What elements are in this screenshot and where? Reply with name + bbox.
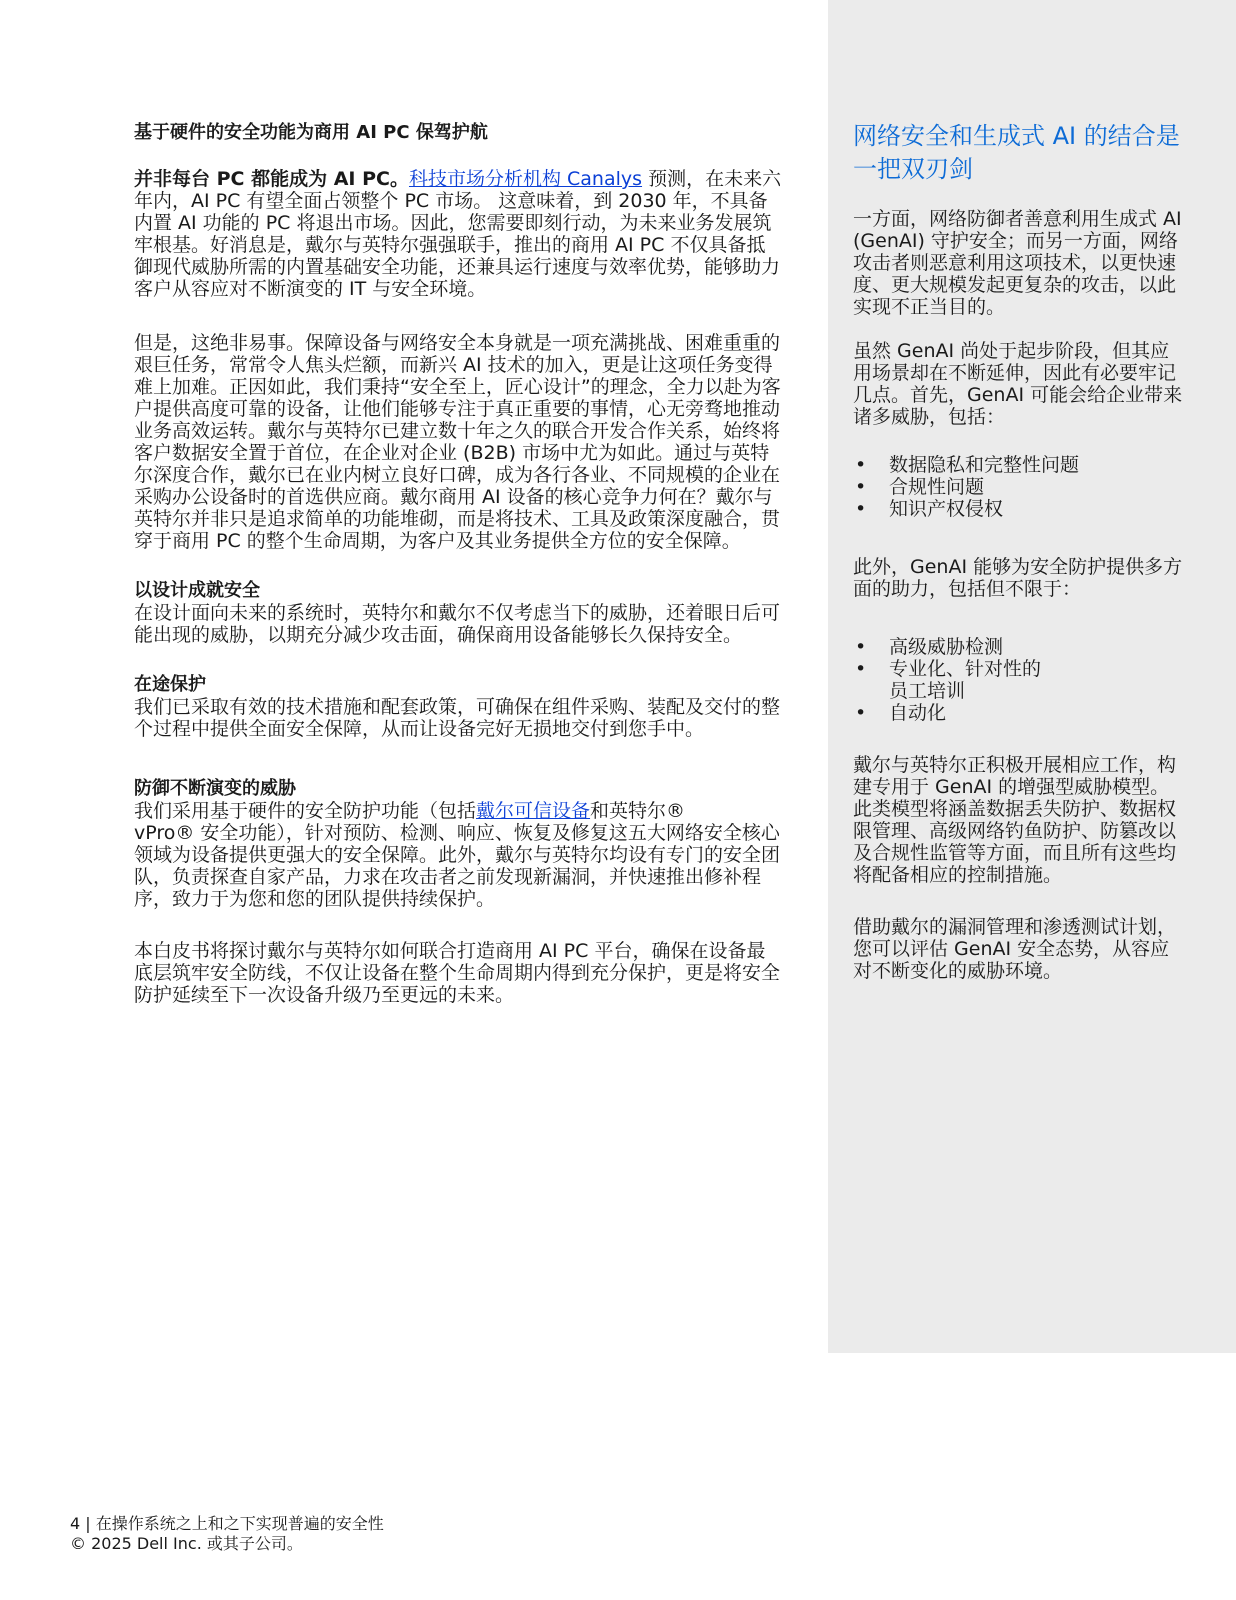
section-text-evolving-threats — [134, 800, 784, 910]
intro-text: 预测，在未来六年内，AI PC 有望全面占领整个 PC 市场。 这意味着，到 2030 年，不具备内置 AI 功能的 PC 将退出市场。因此，您需要即刻行动，为未来业务发展筑牢根基。好消息是，戴尔与英特尔强强联手，推出的商用 AI PC 不仅具备抵御现代威胁所需的内置基础安全功能，还兼具运行速度与效率优势，能够助力客户从容应对不断演变的 IT 与安全环境。 — [134, 168, 782, 300]
list-item: • 高级威胁检测 — [853, 636, 1183, 658]
sidebar-content — [853, 120, 1183, 982]
sidebar-paragraph-5: 借助戴尔的漏洞管理和渗透测试计划，您可以评估 GenAI 安全态势，从容应对不断变化的威胁环境。 — [853, 916, 1177, 982]
text-after-link: vPro® 安全功能），针对预防、检测、响应、恢复及修复这五大网络安全核心领域为设备提供更强大的安全保障。此外，戴尔与英特尔均设有专门的安全团队，负责探查自家产品，力求在攻击者之前发现新漏洞，并快速推出修补程序，致力于为您和您的团队提供持续保护。 — [134, 822, 781, 910]
main-content — [134, 122, 784, 1006]
sidebar-title: 网络安全和生成式 AI 的结合是一把双刃剑 — [853, 122, 1180, 183]
sidebar-paragraph-4: 戴尔与英特尔正积极开展相应工作，构建专用于 GenAI 的增强型威胁模型。此类模型将涵盖数据丢失防护、数据权限管理、高级网络钓鱼防护、防篡改以及合规性监管等方面，而且所有这些均将配备相应的控制措施。 — [853, 754, 1177, 886]
intro-lead: 并非每台 PC 都能成为 AI PC。 — [134, 168, 409, 190]
section-heading-evolving-threats: 防御不断演变的威胁 — [134, 778, 296, 799]
sidebar-paragraph-1: 一方面，网络防御者善意利用生成式 AI (GenAI) 守护安全；而另一方面，网络攻击者则恶意利用这项技术，以更快速度、更大规模发起更复杂的攻击，以此实现不正当目的。 — [853, 208, 1182, 318]
text-mid: 和英特尔® — [590, 800, 686, 822]
benefits-list — [853, 636, 1183, 724]
closing-paragraph: 本白皮书将探讨戴尔与英特尔如何联合打造商用 AI PC 平台，确保在设备最底层筑牢安全防线，不仅让设备在整个生命周期内得到充分保护，更是将安全防护延续至下一次设备升级乃至更远的未来。 — [134, 940, 781, 1006]
list-item: • 合规性问题 — [853, 476, 1183, 498]
sidebar-panel — [828, 0, 1236, 1353]
list-item: • 知识产权侵权 — [853, 498, 1183, 520]
text-before-link: 我们采用基于硬件的安全防护功能（包括 — [134, 800, 477, 822]
sidebar-paragraph-2: 虽然 GenAI 尚处于起步阶段，但其应用场景却在不断延伸，因此有必要牢记几点。首先，GenAI 可能会给企业带来诸多威胁，包括： — [853, 340, 1183, 428]
section-text-security-by-design: 在设计面向未来的系统时，英特尔和戴尔不仅考虑当下的威胁，还着眼日后可能出现的威胁，以期充分减少攻击面，确保商用设备能够长久保持安全。 — [134, 602, 781, 646]
intro-paragraph — [134, 168, 784, 300]
page-heading: 基于硬件的安全功能为商用 AI PC 保驾护航 — [134, 122, 488, 143]
threats-list — [853, 454, 1183, 520]
dell-trusted-devices-link[interactable]: 戴尔可信设备 — [476, 800, 591, 822]
footer-copyright: © 2025 Dell Inc. 或其子公司。 — [70, 1534, 303, 1553]
list-item: • 自动化 — [853, 702, 1183, 724]
canalys-link[interactable]: 科技市场分析机构 Canalys — [408, 168, 643, 190]
section-heading-in-transit: 在途保护 — [134, 674, 206, 695]
footer-page-title: 4 | 在操作系统之上和之下实现普遍的安全性 — [70, 1514, 384, 1533]
sidebar-paragraph-3: 此外，GenAI 能够为安全防护提供多方面的助力，包括但不限于： — [853, 556, 1183, 600]
list-item: • 数据隐私和完整性问题 — [853, 454, 1183, 476]
paragraph-2: 但是，这绝非易事。保障设备与网络安全本身就是一项充满挑战、困难重重的艰巨任务，常常令人焦头烂额，而新兴 AI 技术的加入，更是让这项任务变得难上加难。正因如此，我们秉持“安全至上，匠心设计”的理念，全力以赴为客户提供高度可靠的设备，让他们能够专注于真正重要的事情，心无旁骛地推动业务高效运转。戴尔与英特尔已建立数十年之久的联合开发合作关系，始终将客户数据安全置于首位，在企业对企业 (B2B) 市场中尤为如此。通过与英特尔深度合作，戴尔已在业内树立良好口碑，成为各行各业、不同规模的企业在采购办公设备时的首选供应商。戴尔商用 AI 设备的核心竞争力何在？戴尔与英特尔并非只是追求简单的功能堆砌，而是将技术、工具及政策深度融合，贯穿于商用 PC 的整个生命周期，为客户及其业务提供全方位的安全保障。 — [134, 332, 781, 552]
section-text-in-transit: 我们已采取有效的技术措施和配套政策，可确保在组件采购、装配及交付的整个过程中提供全面安全保障，从而让设备完好无损地交付到您手中。 — [134, 696, 781, 740]
section-heading-security-by-design: 以设计成就安全 — [134, 580, 260, 601]
list-item: • 专业化、针对性的员工培训 — [853, 658, 1059, 702]
page-footer — [70, 1514, 384, 1554]
